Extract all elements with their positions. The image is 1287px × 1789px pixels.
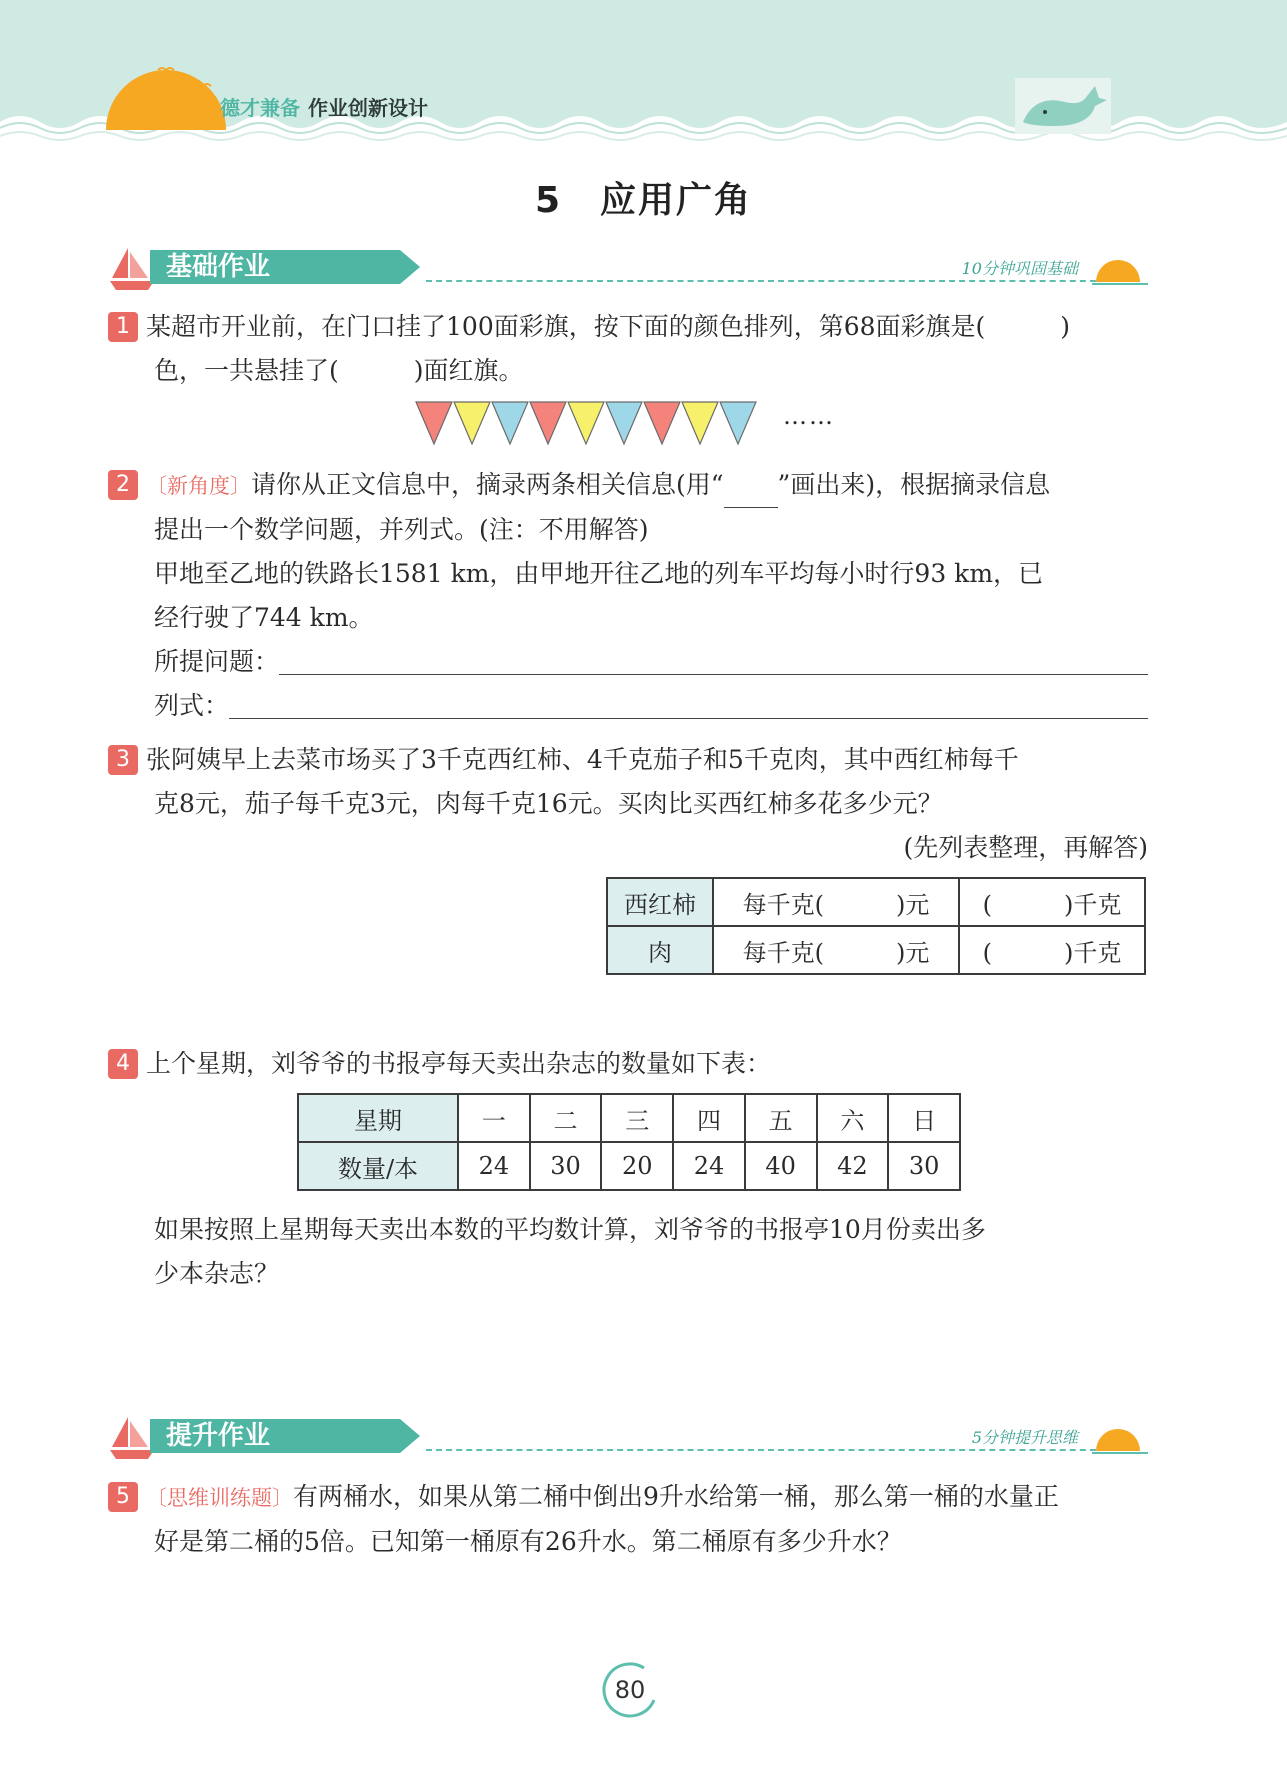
brand	[220, 92, 428, 121]
table-cell: 三	[601, 1094, 673, 1142]
page-title: 5 应用广角	[534, 180, 753, 221]
table-row	[298, 1094, 960, 1142]
question-2	[108, 463, 1148, 728]
q5-line1: 有两桶水，如果从第二桶中倒出9升水给第一桶，那么第一桶的水量正	[293, 1482, 1059, 1511]
q1-line1: 某超市开业前，在门口挂了100面彩旗，按下面的颜色排列，第68面彩旗是( )	[146, 312, 1071, 341]
table-cell: 六	[817, 1094, 889, 1142]
question-3	[108, 738, 1148, 870]
section-advanced	[108, 1413, 1148, 1461]
formula-label: 列式：	[154, 691, 230, 720]
page-number-text: 80	[614, 1676, 646, 1704]
underline-sample	[724, 477, 778, 508]
question-number: 3	[108, 745, 138, 775]
section-label: 提升作业	[166, 1421, 271, 1451]
q2-line3: 甲地至乙地的铁路长1581 km，由甲地开往乙地的列车平均每小时行93 km，已	[154, 559, 1044, 588]
table-cell: 日	[888, 1094, 960, 1142]
page-number	[600, 1660, 660, 1720]
pennant-flag	[416, 402, 452, 444]
pennant-flag	[644, 402, 680, 444]
pennant-flag	[492, 402, 528, 444]
q2-formula-row	[108, 684, 1148, 728]
table-cell: 五	[745, 1094, 817, 1142]
table-cell: 30	[530, 1142, 602, 1190]
section-label: 基础作业	[166, 252, 271, 282]
q4-table	[297, 1093, 961, 1191]
question-5	[108, 1475, 1148, 1564]
q2-line4: 经行驶了744 km。	[154, 603, 374, 632]
table-row	[298, 1142, 960, 1190]
table-cell: 西红柿	[607, 878, 713, 926]
pennant-flag	[568, 402, 604, 444]
pennant-flag	[530, 402, 566, 444]
pennant-flag	[454, 402, 490, 444]
question-badge: 〔新角度〕	[146, 474, 251, 498]
section-basic	[108, 244, 1148, 292]
divider	[426, 280, 1116, 282]
table-cell[interactable]: ( )千克	[959, 926, 1145, 974]
table-cell: 肉	[607, 926, 713, 974]
pennant-flag	[720, 402, 756, 444]
ask-label: 所提问题：	[154, 647, 280, 676]
brand-dark: 作业创新设计	[308, 96, 428, 120]
table-cell: 数量/本	[298, 1142, 458, 1190]
table-cell: 40	[745, 1142, 817, 1190]
q1-line2: 色，一共悬挂了( )面红旗。	[154, 356, 524, 385]
table-cell: 星期	[298, 1094, 458, 1142]
mini-sun-icon	[1092, 248, 1148, 288]
question-number: 1	[108, 312, 138, 342]
table-cell: 20	[601, 1142, 673, 1190]
table-cell: 二	[530, 1094, 602, 1142]
sun-icon	[100, 58, 230, 130]
table-cell[interactable]: 每千克( )元	[713, 878, 959, 926]
q3-note: (先列表整理，再解答)	[903, 833, 1148, 862]
table-cell: 42	[817, 1142, 889, 1190]
answer-line-question[interactable]	[279, 640, 1148, 675]
q3-line1: 张阿姨早上去菜市场买了3千克西红柿、4千克茄子和5千克肉，其中西红柿每千	[146, 745, 1019, 774]
question-badge: 〔思维训练题〕	[146, 1486, 293, 1510]
pennant-flag	[606, 402, 642, 444]
flag-ellipsis: ……	[783, 402, 835, 430]
table-cell: 四	[673, 1094, 745, 1142]
pennant-flag	[682, 402, 718, 444]
question-number: 2	[108, 470, 138, 500]
table-cell[interactable]: ( )千克	[959, 878, 1145, 926]
question-4	[108, 1042, 1148, 1086]
question-1	[108, 305, 1148, 393]
q2-line1-b: ”画出来)，根据摘录信息	[777, 470, 1051, 499]
q4-line3: 少本杂志？	[154, 1259, 280, 1288]
q3-line2: 克8元，茄子每千克3元，肉每千克16元。买肉比买西红柿多花多少元？	[154, 789, 943, 818]
table-cell: 一	[458, 1094, 530, 1142]
section-hint: 10分钟巩固基础	[961, 259, 1078, 278]
table-cell: 30	[888, 1142, 960, 1190]
flag-row	[415, 400, 775, 446]
table-row	[607, 878, 1145, 926]
question-number: 5	[108, 1482, 138, 1512]
question-number: 4	[108, 1049, 138, 1079]
table-cell: 24	[458, 1142, 530, 1190]
q3-table	[606, 877, 1146, 975]
table-cell: 24	[673, 1142, 745, 1190]
table-cell[interactable]: 每千克( )元	[713, 926, 959, 974]
whale-icon	[1015, 78, 1111, 134]
table-row	[607, 926, 1145, 974]
q5-line2: 好是第二桶的5倍。已知第一桶原有26升水。第二桶原有多少升水？	[154, 1527, 902, 1556]
sailboat-icon	[108, 244, 156, 292]
answer-line-formula[interactable]	[229, 684, 1148, 719]
sailboat-icon	[108, 1413, 156, 1461]
q2-ask-row	[108, 640, 1148, 684]
divider	[426, 1449, 1116, 1451]
mini-sun-icon	[1092, 1417, 1148, 1457]
question-4-body	[108, 1208, 1148, 1296]
q2-line1-a: 请你从正文信息中，摘录两条相关信息(用“	[251, 470, 724, 499]
section-hint: 5分钟提升思维	[971, 1428, 1078, 1447]
q4-line1: 上个星期，刘爷爷的书报亭每天卖出杂志的数量如下表：	[146, 1049, 772, 1078]
brand-green: 德才兼备	[220, 96, 300, 120]
q2-line2: 提出一个数学问题，并列式。(注：不用解答)	[154, 515, 649, 544]
q4-line2: 如果按照上星期每天卖出本数的平均数计算，刘爷爷的书报亭10月份卖出多	[154, 1215, 986, 1244]
